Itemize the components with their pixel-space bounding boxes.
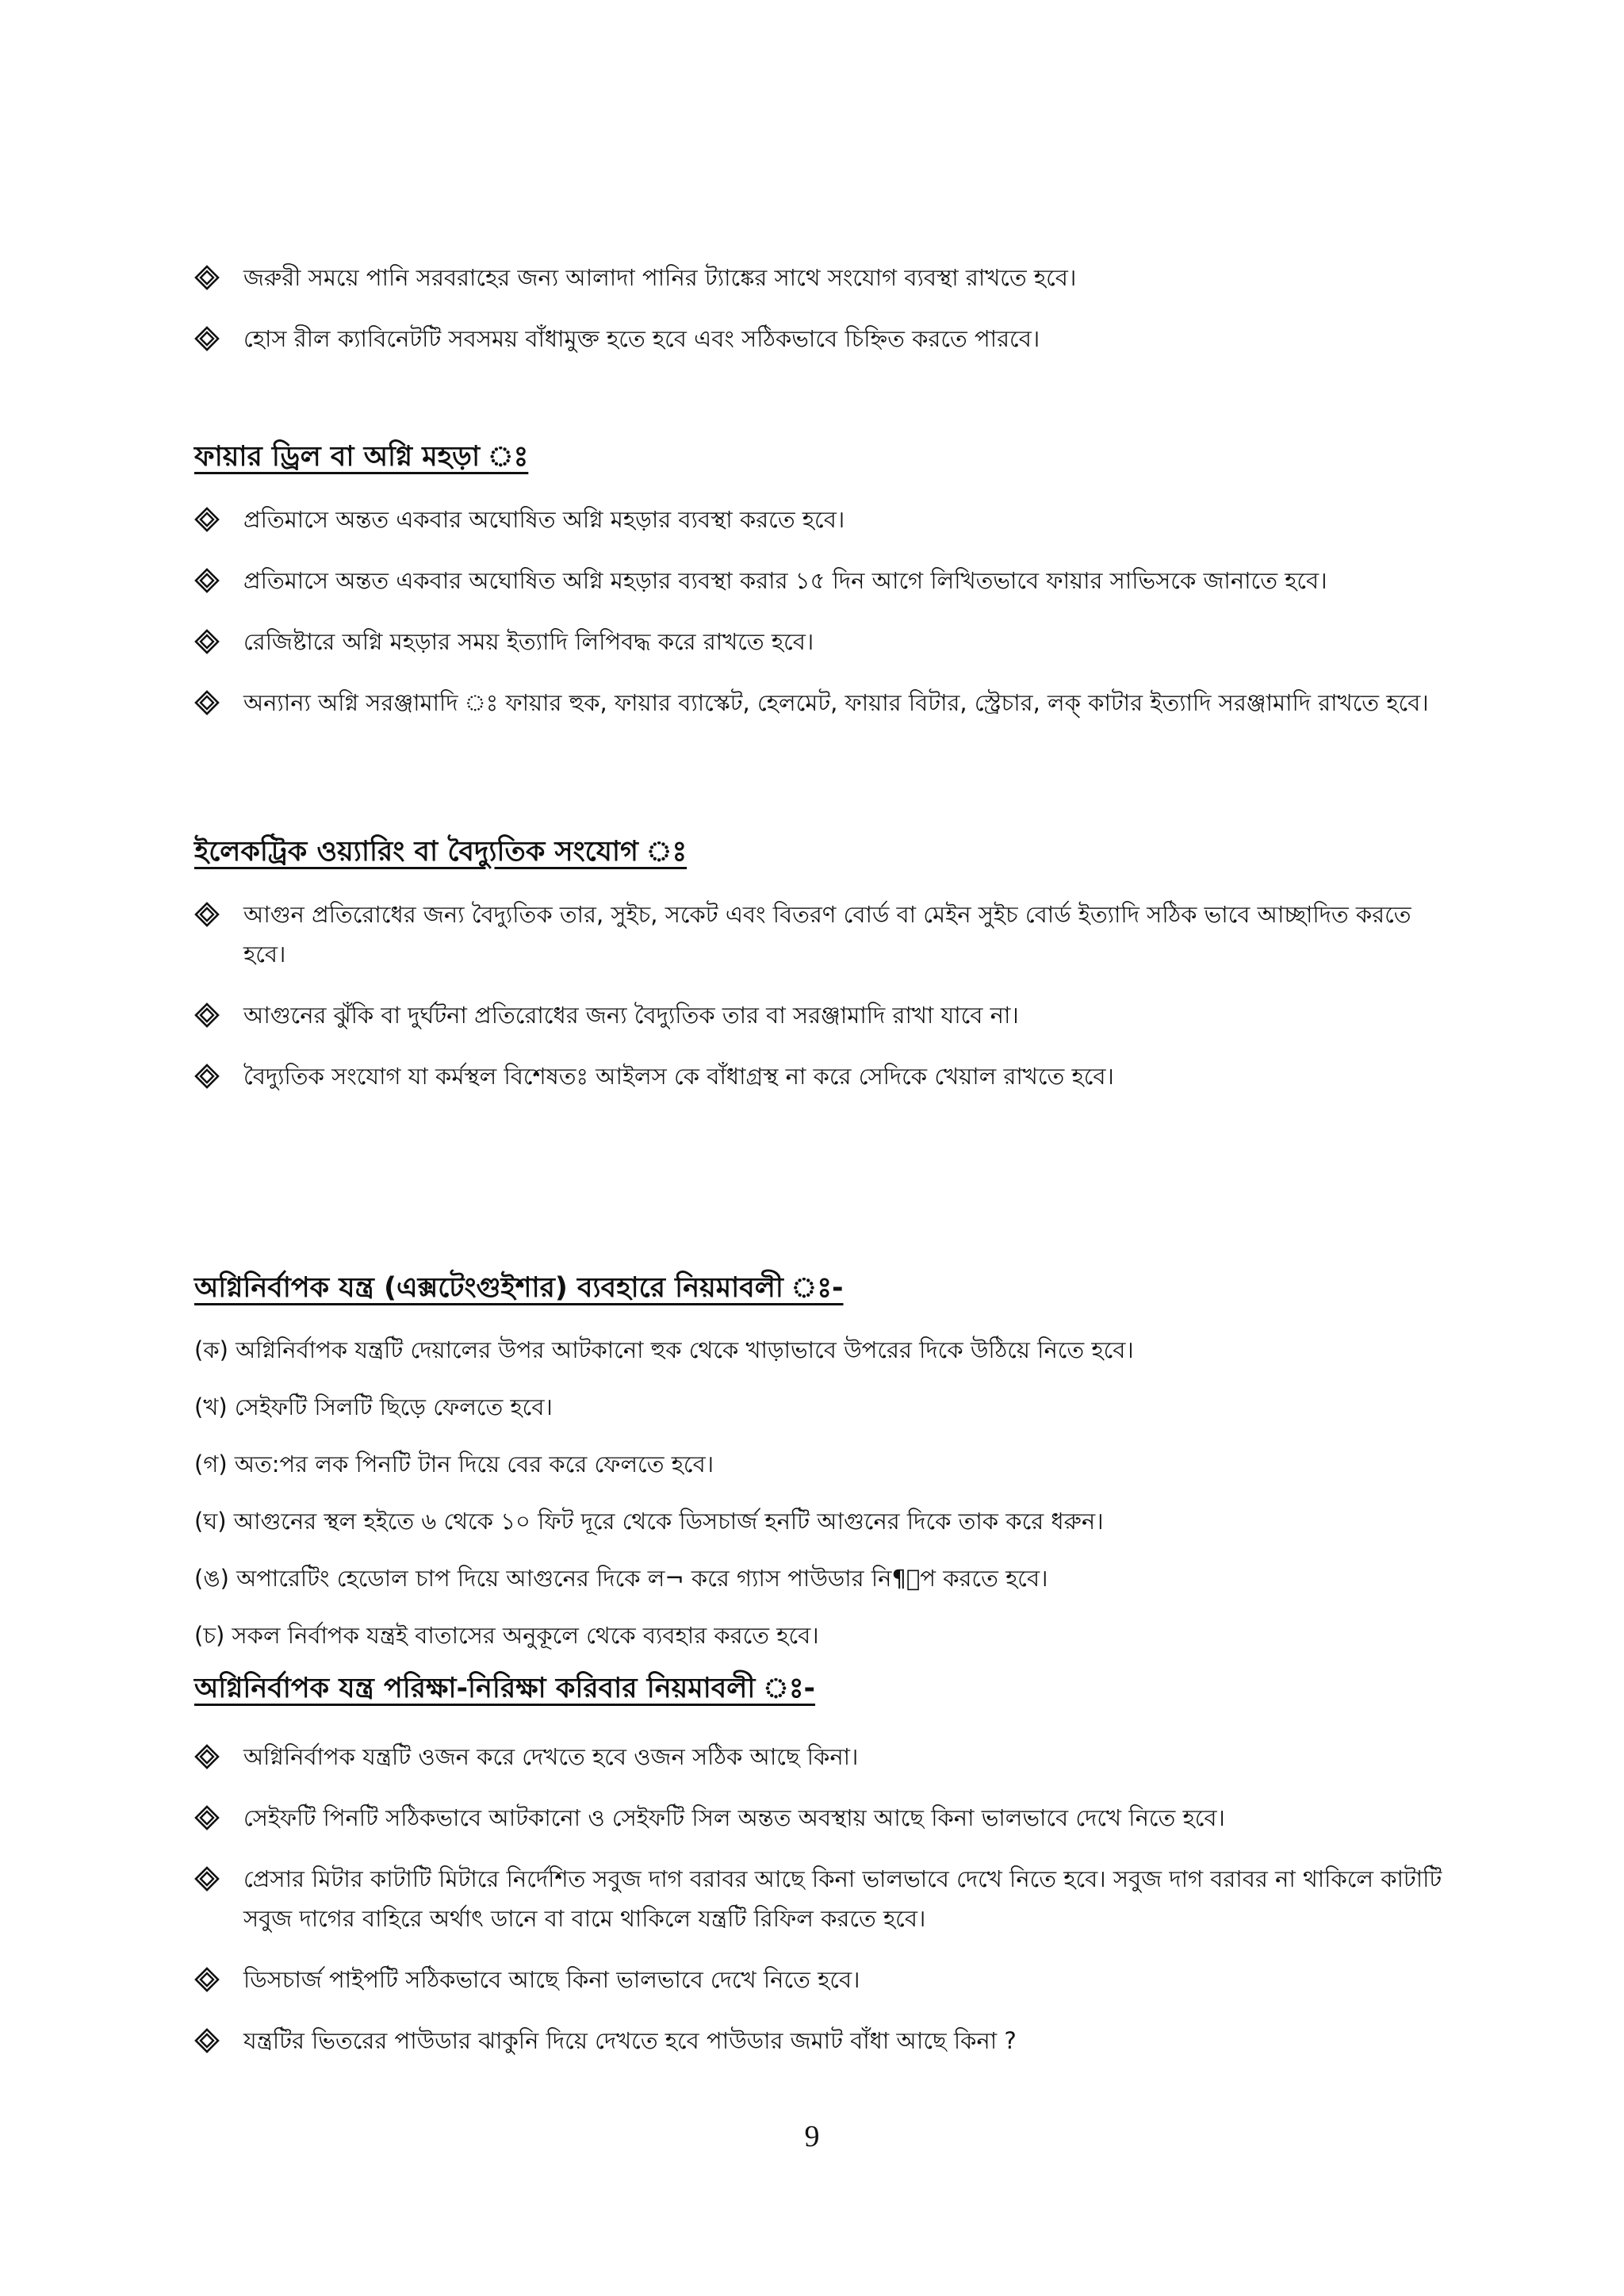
- list-item: [194, 500, 1443, 539]
- enumerated-item: (চ) সকল নির্বাপক যন্ত্রই বাতাসের অনুকূলে থেকে ব্যবহার করতে হবে।: [194, 1622, 819, 1649]
- diamond-bullet-icon: [194, 1056, 243, 1096]
- list-item: [194, 319, 1443, 358]
- list-item: [194, 1960, 1443, 1999]
- diamond-bullet-icon: [194, 500, 243, 539]
- list-item: [194, 995, 1443, 1035]
- list-item: [194, 561, 1443, 600]
- enumerated-item: (ঙ) অপারেটিং হেডোল চাপ দিয়ে আগুনের দিকে ল¬ করে গ্যাস পাউডার নি¶েপ করতে হবে।: [194, 1565, 1048, 1592]
- list-item: [194, 1798, 1443, 1838]
- list-item: [194, 683, 1443, 723]
- list-item-text: প্রতিমাসে অন্তত একবার অঘোষিত অগ্নি মহড়ার ব্যবস্থা করার ১৫ দিন আগে লিখিতভাবে ফায়ার সাভিসকে জানাতে হবে।: [243, 567, 1327, 594]
- diamond-bullet-icon: [194, 895, 243, 934]
- diamond-bullet-icon: [194, 1798, 243, 1838]
- diamond-bullet-icon: [194, 2021, 243, 2060]
- list-item: [194, 622, 1443, 661]
- list-item-text: অগ্নিনির্বাপক যন্ত্রটি ওজন করে দেখতে হবে ওজন সঠিক আছে কিনা।: [243, 1743, 859, 1770]
- enumerated-item: (ঘ) আগুনের স্থল হইতে ৬ থেকে ১০ ফিট দূরে থেকে ডিসচার্জ হনটি আগুনের দিকে তাক করে ধরুন।: [194, 1508, 1104, 1535]
- extinguisher-use-list: [194, 1330, 1443, 1655]
- enumerated-item: (খ) সেইফটি সিলটি ছিড়ে ফেলতে হবে।: [194, 1393, 553, 1420]
- diamond-bullet-icon: [194, 561, 243, 600]
- electric-list: [194, 895, 1443, 1096]
- list-item-text: আগুন প্রতিরোধের জন্য বৈদ্যুতিক তার, সুইচ, সকেট এবং বিতরণ বোর্ড বা মেইন সুইচ বোর্ড ইত্যাদি সঠিক ভাবে আচ্ছাদিত করতে হবে।: [243, 901, 1411, 968]
- list-item-text: সেইফটি পিনটি সঠিকভাবে আটকানো ও সেইফটি সিল অন্তত অবস্থায় আছে কিনা ভালভাবে দেখে নিতে হবে।: [243, 1804, 1225, 1831]
- list-item-text: রেজিষ্টারে অগ্নি মহড়ার সময় ইত্যাদি লিপিবদ্ধ করে রাখতে হবে।: [243, 628, 814, 655]
- list-item-text: প্রেসার মিটার কাটাটি মিটারে নির্দেশিত সবুজ দাগ বরাবর আছে কিনা ভালভাবে দেখে নিতে হবে। সবুজ দাগ বরাবর না থাকিলে কাটাটি সবুজ দাগের বাহিরে অর্থাৎ ডানে বা বামে থাকিলে যন্ত্রটি রিফিল করতে হবে।: [243, 1865, 1442, 1932]
- enumerated-item: (গ) অত:পর লক পিনটি টান দিয়ে বের করে ফেলতে হবে।: [194, 1451, 714, 1478]
- fire-drill-heading: ফায়ার ড্রিল বা অগ্নি মহড়া ঃ: [194, 441, 529, 473]
- list-item-text: প্রতিমাসে অন্তত একবার অঘোষিত অগ্নি মহড়ার ব্যবস্থা করতে হবে।: [243, 506, 845, 533]
- electric-heading: ইলেকট্রিক ওয়্যারিং বা বৈদ্যুতিক সংযোগ ঃ: [194, 836, 688, 868]
- page-number: 9: [804, 2120, 820, 2153]
- list-item: [194, 1056, 1443, 1096]
- list-item: [194, 2021, 1443, 2060]
- diamond-bullet-icon: [194, 258, 243, 297]
- list-item-text: ডিসচার্জ পাইপটি সঠিকভাবে আছে কিনা ভালভাবে দেখে নিতে হবে।: [243, 1966, 860, 1993]
- list-item-text: অন্যান্য অগ্নি সরঞ্জামাদি ঃ ফায়ার হুক, ফায়ার ব্যাস্কেট, হেলমেট, ফায়ার বিটার, স্ট্রেচার, লক্ কাটার ইত্যাদি সরঞ্জামাদি রাখতে হবে।: [243, 689, 1429, 716]
- list-item-text: জরুরী সময়ে পানি সরবরাহের জন্য আলাদা পানির ট্যাঙ্কের সাথে সংযোগ ব্যবস্থা রাখতে হবে।: [243, 264, 1077, 291]
- diamond-bullet-icon: [194, 1960, 243, 1999]
- list-item: [194, 1859, 1443, 1938]
- diamond-bullet-icon: [194, 1859, 243, 1899]
- list-item-text: হোস রীল ক্যাবিনেটটি সবসময় বাঁধামুক্ত হতে হবে এবং সঠিকভাবে চিহ্নিত করতে পারবে।: [243, 325, 1040, 352]
- diamond-bullet-icon: [194, 622, 243, 661]
- enumerated-item: (ক) অগ্নিনির্বাপক যন্ত্রটি দেয়ালের উপর আটকানো হুক থেকে খাড়াভাবে উপরের দিকে উঠিয়ে নিতে হবে।: [194, 1336, 1134, 1363]
- fire-drill-list: [194, 500, 1443, 723]
- diamond-bullet-icon: [194, 683, 243, 723]
- extinguisher-inspection-heading: অগ্নিনির্বাপক যন্ত্র পরিক্ষা-নিরিক্ষা করিবার নিয়মাবলী ঃ-: [194, 1673, 816, 1704]
- list-item: [194, 1737, 1443, 1777]
- extinguisher-use-heading: অগ্নিনির্বাপক যন্ত্র (এক্সটেংগুইশার) ব্যবহারে নিয়মাবলী ঃ-: [194, 1272, 844, 1304]
- intro-list: [194, 258, 1443, 358]
- diamond-bullet-icon: [194, 319, 243, 358]
- list-item-text: বৈদ্যুতিক সংযোগ যা কর্মস্থল বিশেষতঃ আইলস কে বাঁধাগ্রস্থ না করে সেদিকে খেয়াল রাখতে হবে।: [243, 1063, 1114, 1090]
- list-item: [194, 895, 1443, 974]
- list-item-text: আগুনের ঝুঁকি বা দুর্ঘটনা প্রতিরোধের জন্য বৈদ্যুতিক তার বা সরঞ্জামাদি রাখা যাবে না।: [243, 1002, 1019, 1029]
- extinguisher-inspection-list: [194, 1737, 1443, 2060]
- list-item-text: যন্ত্রটির ভিতরের পাউডার ঝাকুনি দিয়ে দেখতে হবে পাউডার জমাট বাঁধা আছে কিনা ?: [243, 2027, 1017, 2054]
- list-item: [194, 258, 1443, 297]
- diamond-bullet-icon: [194, 1737, 243, 1777]
- diamond-bullet-icon: [194, 995, 243, 1035]
